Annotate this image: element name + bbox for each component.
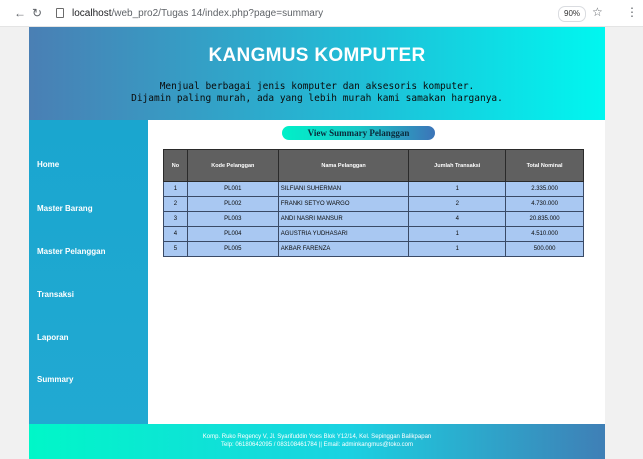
cell-jumlah: 1 <box>409 182 506 197</box>
cell-nama: AGUSTRIA YUDHASARI <box>278 227 409 242</box>
table-row <box>164 182 584 197</box>
sidebar-item-master-barang[interactable]: Master Barang <box>37 204 93 213</box>
cell-kode: PL003 <box>187 212 278 227</box>
col-header-nama: Nama Pelanggan <box>278 150 409 182</box>
col-header-kode: Kode Pelanggan <box>187 150 278 182</box>
cell-nama: ANDI NASRI MANSUR <box>278 212 409 227</box>
address-bar[interactable] <box>72 8 323 19</box>
page-info-icon[interactable] <box>56 8 64 18</box>
zoom-indicator[interactable]: 90% <box>558 6 586 22</box>
cell-total: 4.510.000 <box>506 227 584 242</box>
cell-jumlah: 2 <box>409 197 506 212</box>
cell-kode: PL001 <box>187 182 278 197</box>
cell-jumlah: 1 <box>409 242 506 257</box>
cell-kode: PL005 <box>187 242 278 257</box>
sidebar-item-master-pelanggan[interactable]: Master Pelanggan <box>37 247 106 256</box>
cell-no: 3 <box>164 212 188 227</box>
col-header-jumlah: Jumlah Transaksi <box>409 150 506 182</box>
cell-total: 20.835.000 <box>506 212 584 227</box>
tagline-line-1: Menjual berbagai jenis komputer dan aksesoris komputer. <box>159 81 475 92</box>
sidebar-item-laporan[interactable]: Laporan <box>37 333 69 342</box>
cell-nama: AKBAR FARENZA <box>278 242 409 257</box>
cell-no: 4 <box>164 227 188 242</box>
col-header-no: No <box>164 150 188 182</box>
site-tagline <box>29 81 605 105</box>
reload-icon[interactable]: ↻ <box>32 6 43 20</box>
site-title: KANGMUS KOMPUTER <box>208 45 426 66</box>
cell-nama: SILFIANI SUHERMAN <box>278 182 409 197</box>
site-header <box>29 27 605 120</box>
table-row <box>164 197 584 212</box>
sidebar-item-summary[interactable]: Summary <box>37 375 74 384</box>
footer-contact: Telp: 06180642095 / 083108461784 || Email: adminkangmus@toko.com <box>221 442 413 448</box>
table-row <box>164 212 584 227</box>
col-header-total: Total Nominal <box>506 150 584 182</box>
site-container <box>29 27 605 459</box>
cell-total: 500.000 <box>506 242 584 257</box>
sidebar-item-home[interactable]: Home <box>37 160 60 169</box>
bookmark-star-icon[interactable]: ☆ <box>592 5 603 19</box>
tagline-line-2: Dijamin paling murah, ada yang lebih murah kami samakan harganya. <box>131 93 503 104</box>
summary-table <box>163 149 584 257</box>
sidebar-menu <box>29 120 148 424</box>
cell-total: 2.335.000 <box>506 182 584 197</box>
browser-toolbar <box>0 0 643 27</box>
main-content <box>148 120 605 424</box>
cell-nama: FRANKI SETYO WARGO <box>278 197 409 212</box>
cell-no: 2 <box>164 197 188 212</box>
cell-total: 4.730.000 <box>506 197 584 212</box>
back-icon[interactable]: ← <box>14 6 26 20</box>
table-header-row <box>164 150 584 182</box>
cell-jumlah: 1 <box>409 227 506 242</box>
sidebar-item-transaksi[interactable]: Transaksi <box>37 290 74 299</box>
footer-address: Komp. Ruko Regency V, Jl. Syarifuddin Yoes Blok Y12/14, Kel. Sepinggan Balikpapan <box>202 434 432 440</box>
table-row <box>164 242 584 257</box>
cell-kode: PL004 <box>187 227 278 242</box>
cell-kode: PL002 <box>187 197 278 212</box>
menu-more-icon[interactable]: ⋮ <box>626 5 638 19</box>
cell-jumlah: 4 <box>409 212 506 227</box>
table-row <box>164 227 584 242</box>
url-host: localhost <box>72 7 112 19</box>
cell-no: 5 <box>164 242 188 257</box>
url-path: /web_pro2/Tugas 14/index.php?page=summary <box>111 7 324 19</box>
view-summary-button[interactable]: View Summary Pelanggan <box>282 126 435 140</box>
site-footer <box>29 424 605 459</box>
cell-no: 1 <box>164 182 188 197</box>
